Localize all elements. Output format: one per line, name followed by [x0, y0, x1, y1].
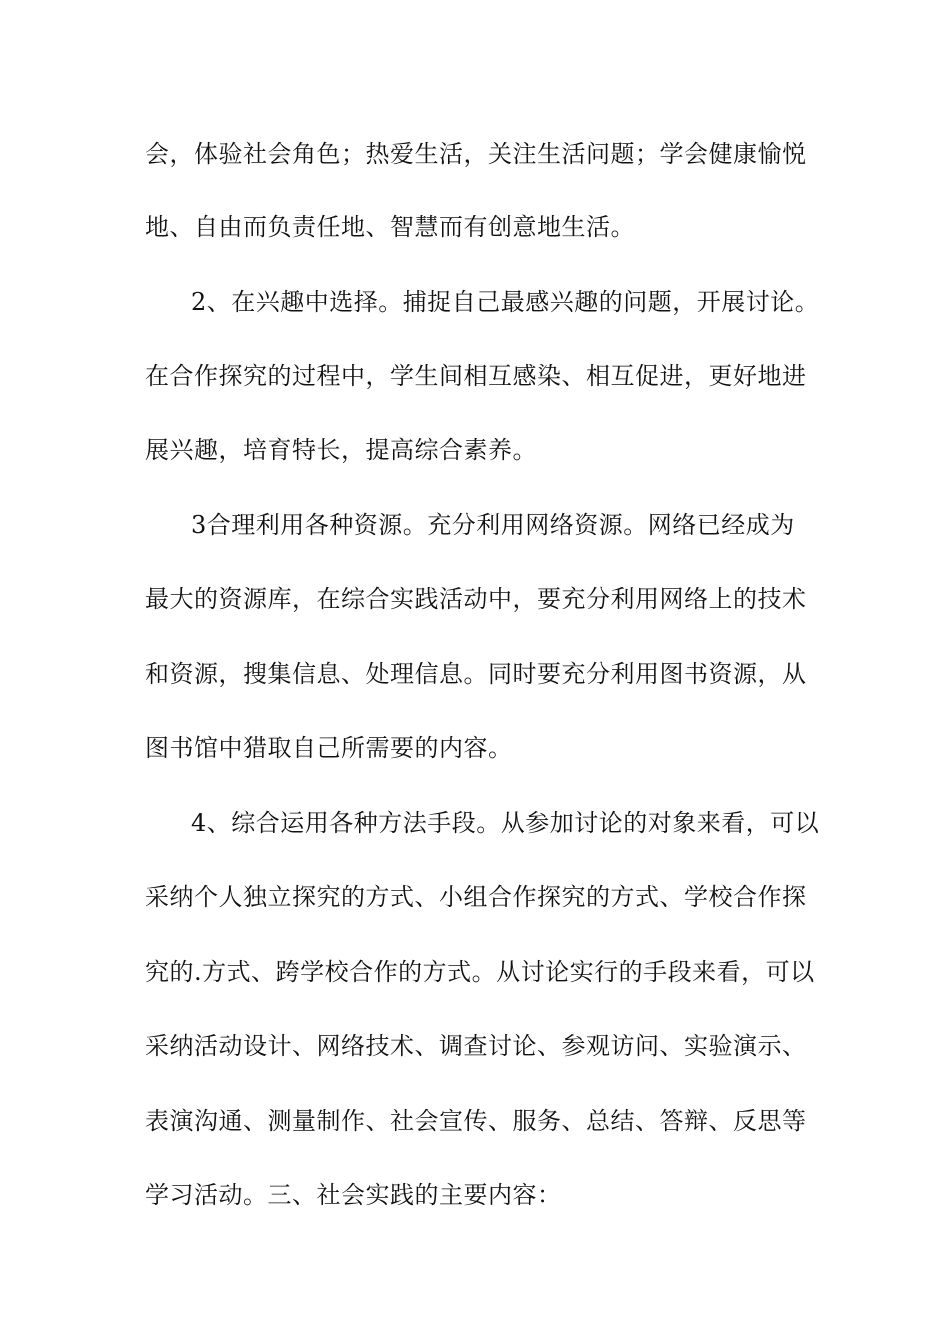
text-line: 学习活动。三、社会实践的主要内容： — [145, 1181, 562, 1209]
text-line: 会，体验社会角色；热爱生活，关注生活问题；学会健康愉悦 — [145, 140, 807, 168]
paragraph-start-line: 3合理利用各种资源。充分利用网络资源。网络已经成为 — [191, 511, 795, 539]
text-line: 采纳活动设计、网络技术、调查讨论、参观访问、实验演示、 — [145, 1032, 807, 1060]
text-line: 最大的资源库，在综合实践活动中，要充分利用网络上的技术 — [145, 585, 807, 613]
text-line: 究的.方式、跨学校合作的方式。从讨论实行的手段来看，可以 — [145, 958, 815, 986]
text-line: 在合作探究的过程中，学生间相互感染、相互促进，更好地进 — [145, 362, 807, 390]
text-line: 图书馆中猎取自己所需要的内容。 — [145, 734, 513, 762]
text-line: 表演沟通、测量制作、社会宣传、服务、总结、答辩、反思等 — [145, 1107, 807, 1135]
text-line: 和资源，搜集信息、处理信息。同时要充分利用图书资源，从 — [145, 660, 807, 688]
paragraph-start-line: 4、综合运用各种方法手段。从参加讨论的对象来看，可以 — [191, 809, 820, 837]
text-line: 采纳个人独立探究的方式、小组合作探究的方式、学校合作探 — [145, 883, 807, 911]
text-line: 展兴趣，培育特长，提高综合素养。 — [145, 436, 537, 464]
text-line: 地、自由而负责任地、智慧而有创意地生活。 — [145, 213, 635, 241]
paragraph-start-line: 2、在兴趣中选择。捕捉自己最感兴趣的问题，开展讨论。 — [191, 288, 820, 316]
